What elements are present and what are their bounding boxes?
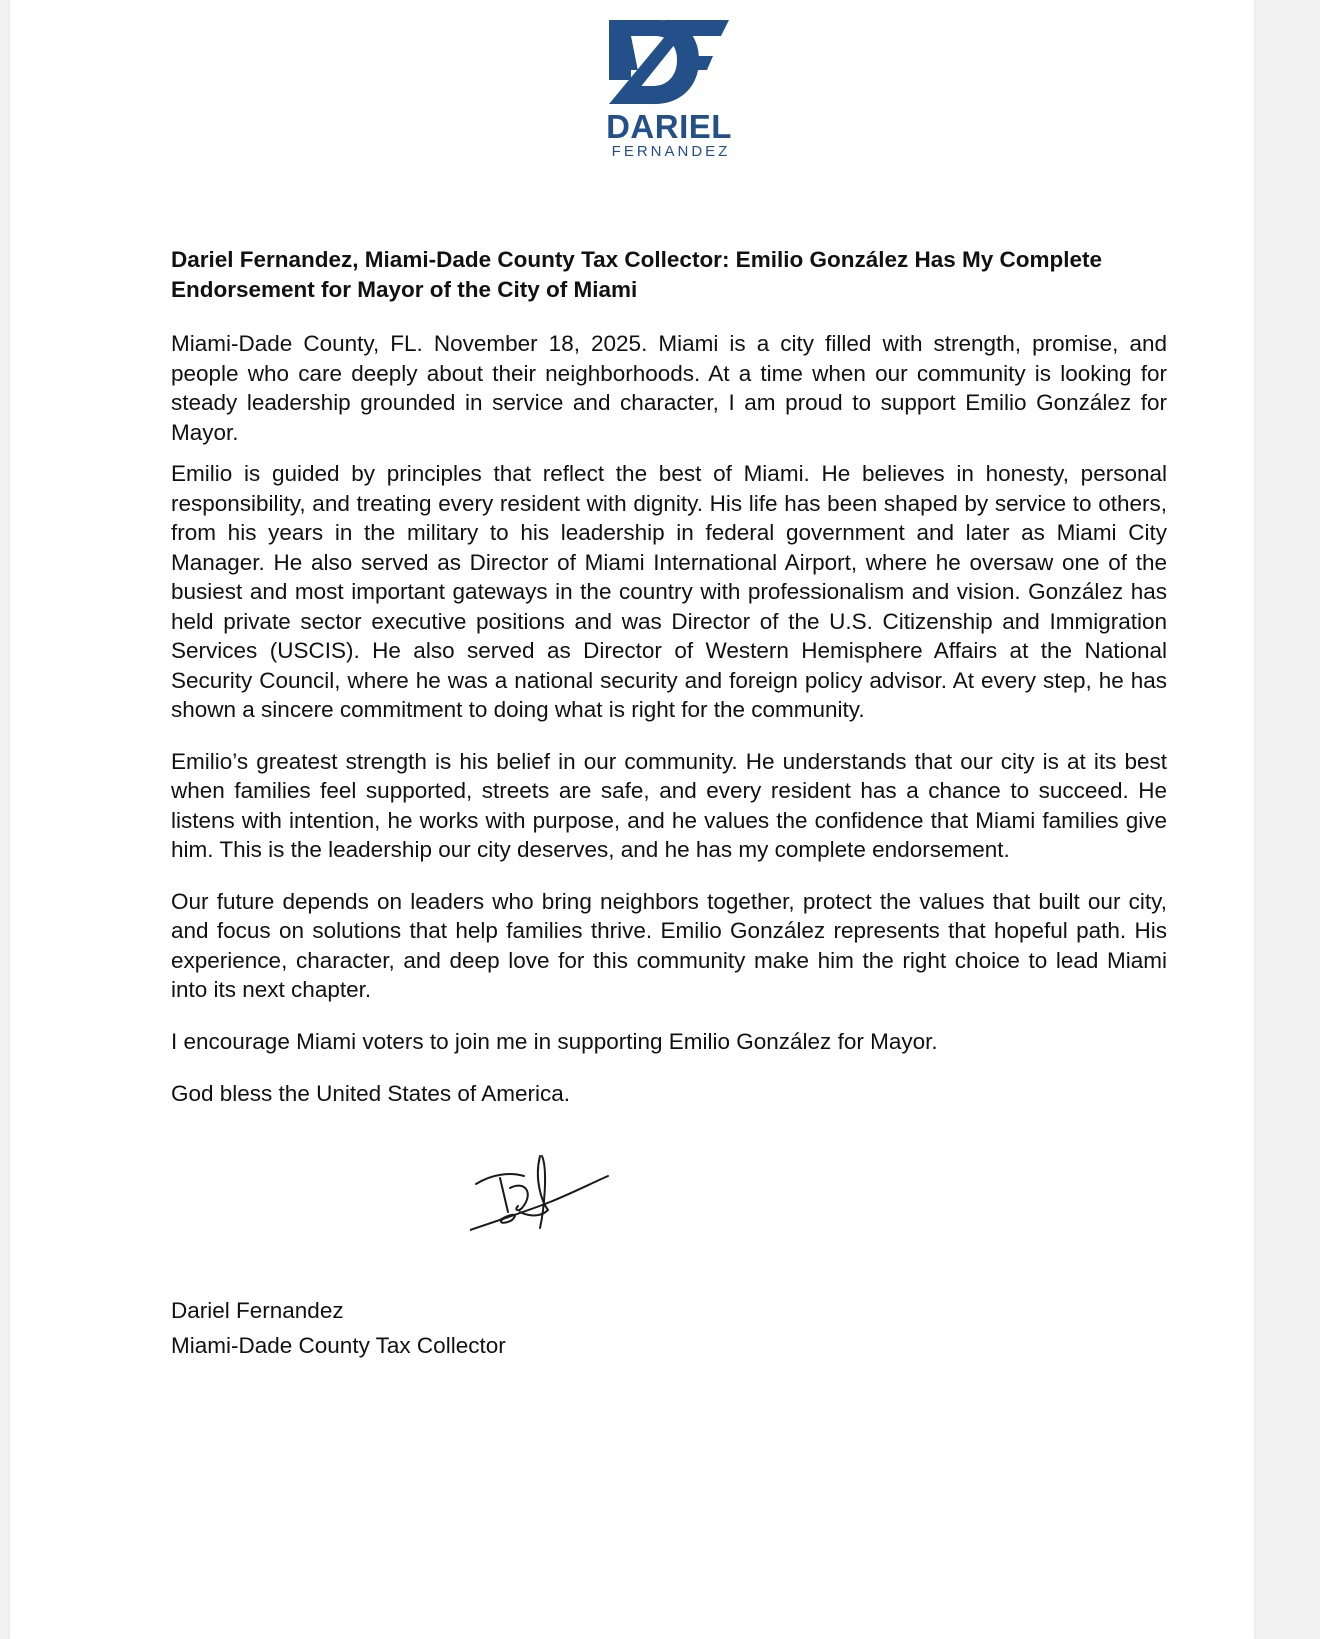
paragraph-strength: Emilio’s greatest strength is his belief in our community. He understands that our city is at its best when families feel supported, streets are safe, and every resident has a chance to succeed. He listens with intention, he works with purpose, and he values the confidence that Miami families give him. This is the leadership our city deserves, and he has my complete endorsement. <box>171 748 1167 862</box>
headline: Dariel Fernandez, Miami-Dade County Tax Collector: Emilio González Has My Complete Endorsement for Mayor of the City of Miami <box>171 247 1103 302</box>
signature-block <box>171 1293 506 1363</box>
paragraph-blessing: God bless the United States of America. <box>171 1080 570 1106</box>
logo-name: DARIEL <box>606 108 732 145</box>
paragraph-intro: Miami-Dade County, FL. November 18, 2025. Miami is a city filled with strength, promise, and people who care deeply about their neighborhoods. At a time when our community is looking for steady leadership grounded in service and character, I am proud to support Emilio González for Mayor. <box>171 331 1167 445</box>
paragraph-background: Emilio is guided by principles that reflect the best of Miami. He believes in honesty, personal responsibility, and treating every resident with dignity. His life has been shaped by service to others, from his years in the military to his leadership in federal government and later as Miami City Manager. He also served as Director of Miami International Airport, where he oversaw one of the busiest and most important gateways in the country with professionalism and vision. González has held private sector executive positions and was Director of the U.S. Citizenship and Immigration Services (USCIS). He also served as Director of Western Hemisphere Affairs at the National Security Council, where he was a national security and foreign policy advisor. At every step, he has shown a sincere commitment to doing what is right for the community. <box>171 461 1167 722</box>
letter-body <box>171 245 1167 1109</box>
paragraph-future: Our future depends on leaders who bring neighbors together, protect the values that built our city, and focus on solutions that help families thrive. Emilio González represents that hopeful path. His experience, character, and deep love for this community make him the right choice to lead Miami into its next chapter. <box>171 888 1167 1002</box>
letter-page <box>10 0 1254 1639</box>
logo-subname: FERNANDEZ <box>611 143 731 160</box>
signer-name: Dariel Fernandez <box>171 1298 344 1323</box>
signer-title: Miami-Dade County Tax Collector <box>171 1333 506 1358</box>
signature-icon <box>470 1150 610 1250</box>
paragraph-encourage: I encourage Miami voters to join me in supporting Emilio González for Mayor. <box>171 1028 938 1054</box>
dariel-fernandez-logo <box>604 18 734 160</box>
df-monogram-icon <box>607 18 731 106</box>
